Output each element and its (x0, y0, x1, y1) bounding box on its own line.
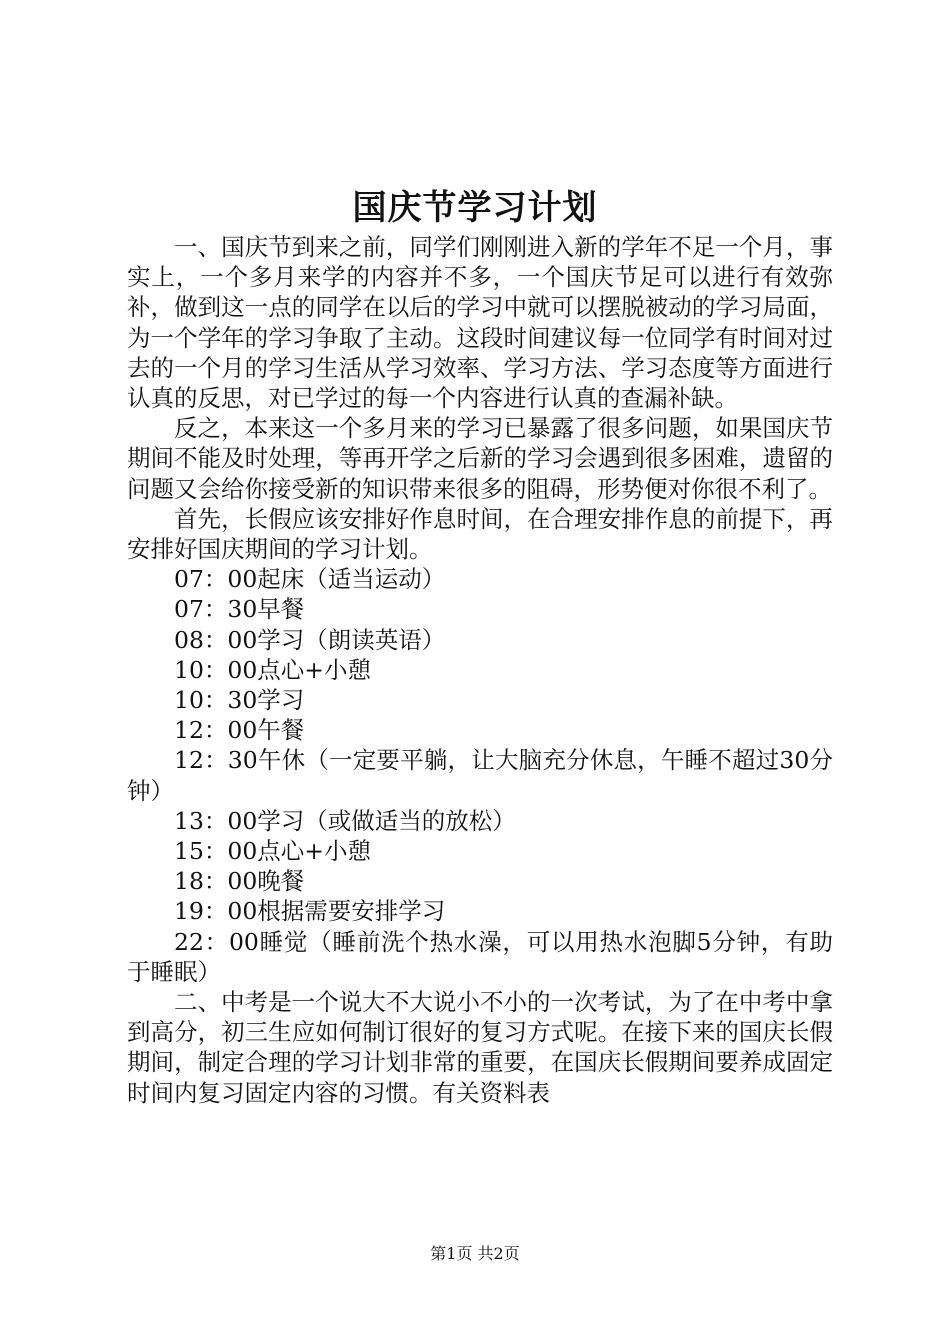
paragraph-conversely: 反之，本来这一个多月来的学习已暴露了很多问题，如果国庆节期间不能及时处理，等再开学之后新的学习会遇到很多困难，遗留的问题又会给你接受新的知识带来很多的阻碍，形势便对你很不利了。 (127, 414, 833, 503)
schedule-item: 10：00点心+小憩 (174, 655, 371, 684)
document-title: 国庆节学习计划 (352, 188, 598, 228)
paragraph-first: 首先，长假应该安排好作息时间，在合理安排作息的前提下，再安排好国庆期间的学习计划。 (127, 504, 833, 564)
schedule-item: 18：00晚餐 (174, 867, 305, 896)
schedule-item: 22：00睡觉（睡前洗个热水澡，可以用热水泡脚5分钟，有助于睡眠） (127, 927, 833, 986)
schedule-item: 13：00学习（或做适当的放松） (174, 806, 516, 835)
page-footer: 第1页 共2页 (430, 1244, 520, 1263)
schedule-item: 07：00起床（适当运动） (174, 565, 446, 594)
paragraph-exam: 二、中考是一个说大不大说小不小的一次考试，为了在中考中拿到高分，初三生应如何制订很好的复习方式呢。在接下来的国庆长假期间，制定合理的学习计划非常的重要，在国庆长假期间要养成固定时间内复习固定内容的习惯。有关资料表 (127, 988, 833, 1107)
paragraph-intro: 一、国庆节到来之前，同学们刚刚进入新的学年不足一个月，事实上，一个多月来学的内容并不多，一个国庆节足可以进行有效弥补，做到这一点的同学在以后的学习中就可以摆脱被动的学习局面，为一个学年的学习争取了主动。这段时间建议每一位同学有时间对过去的一个月的学习生活从学习效率、学习方法、学习态度等方面进行认真的反思，对已学过的每一个内容进行认真的查漏补缺。 (127, 233, 833, 413)
schedule-item: 12：00午餐 (174, 716, 305, 745)
document-body (127, 232, 833, 1108)
schedule-item: 07：30早餐 (174, 595, 305, 624)
schedule-item: 10：30学习 (174, 686, 305, 715)
schedule-item: 15：00点心+小憩 (174, 837, 371, 866)
schedule-item: 08：00学习（朗读英语） (174, 625, 446, 654)
schedule-item: 12：30午休（一定要平躺，让大脑充分休息，午睡不超过30分钟） (127, 746, 833, 805)
schedule-item: 19：00根据需要安排学习 (174, 897, 446, 926)
